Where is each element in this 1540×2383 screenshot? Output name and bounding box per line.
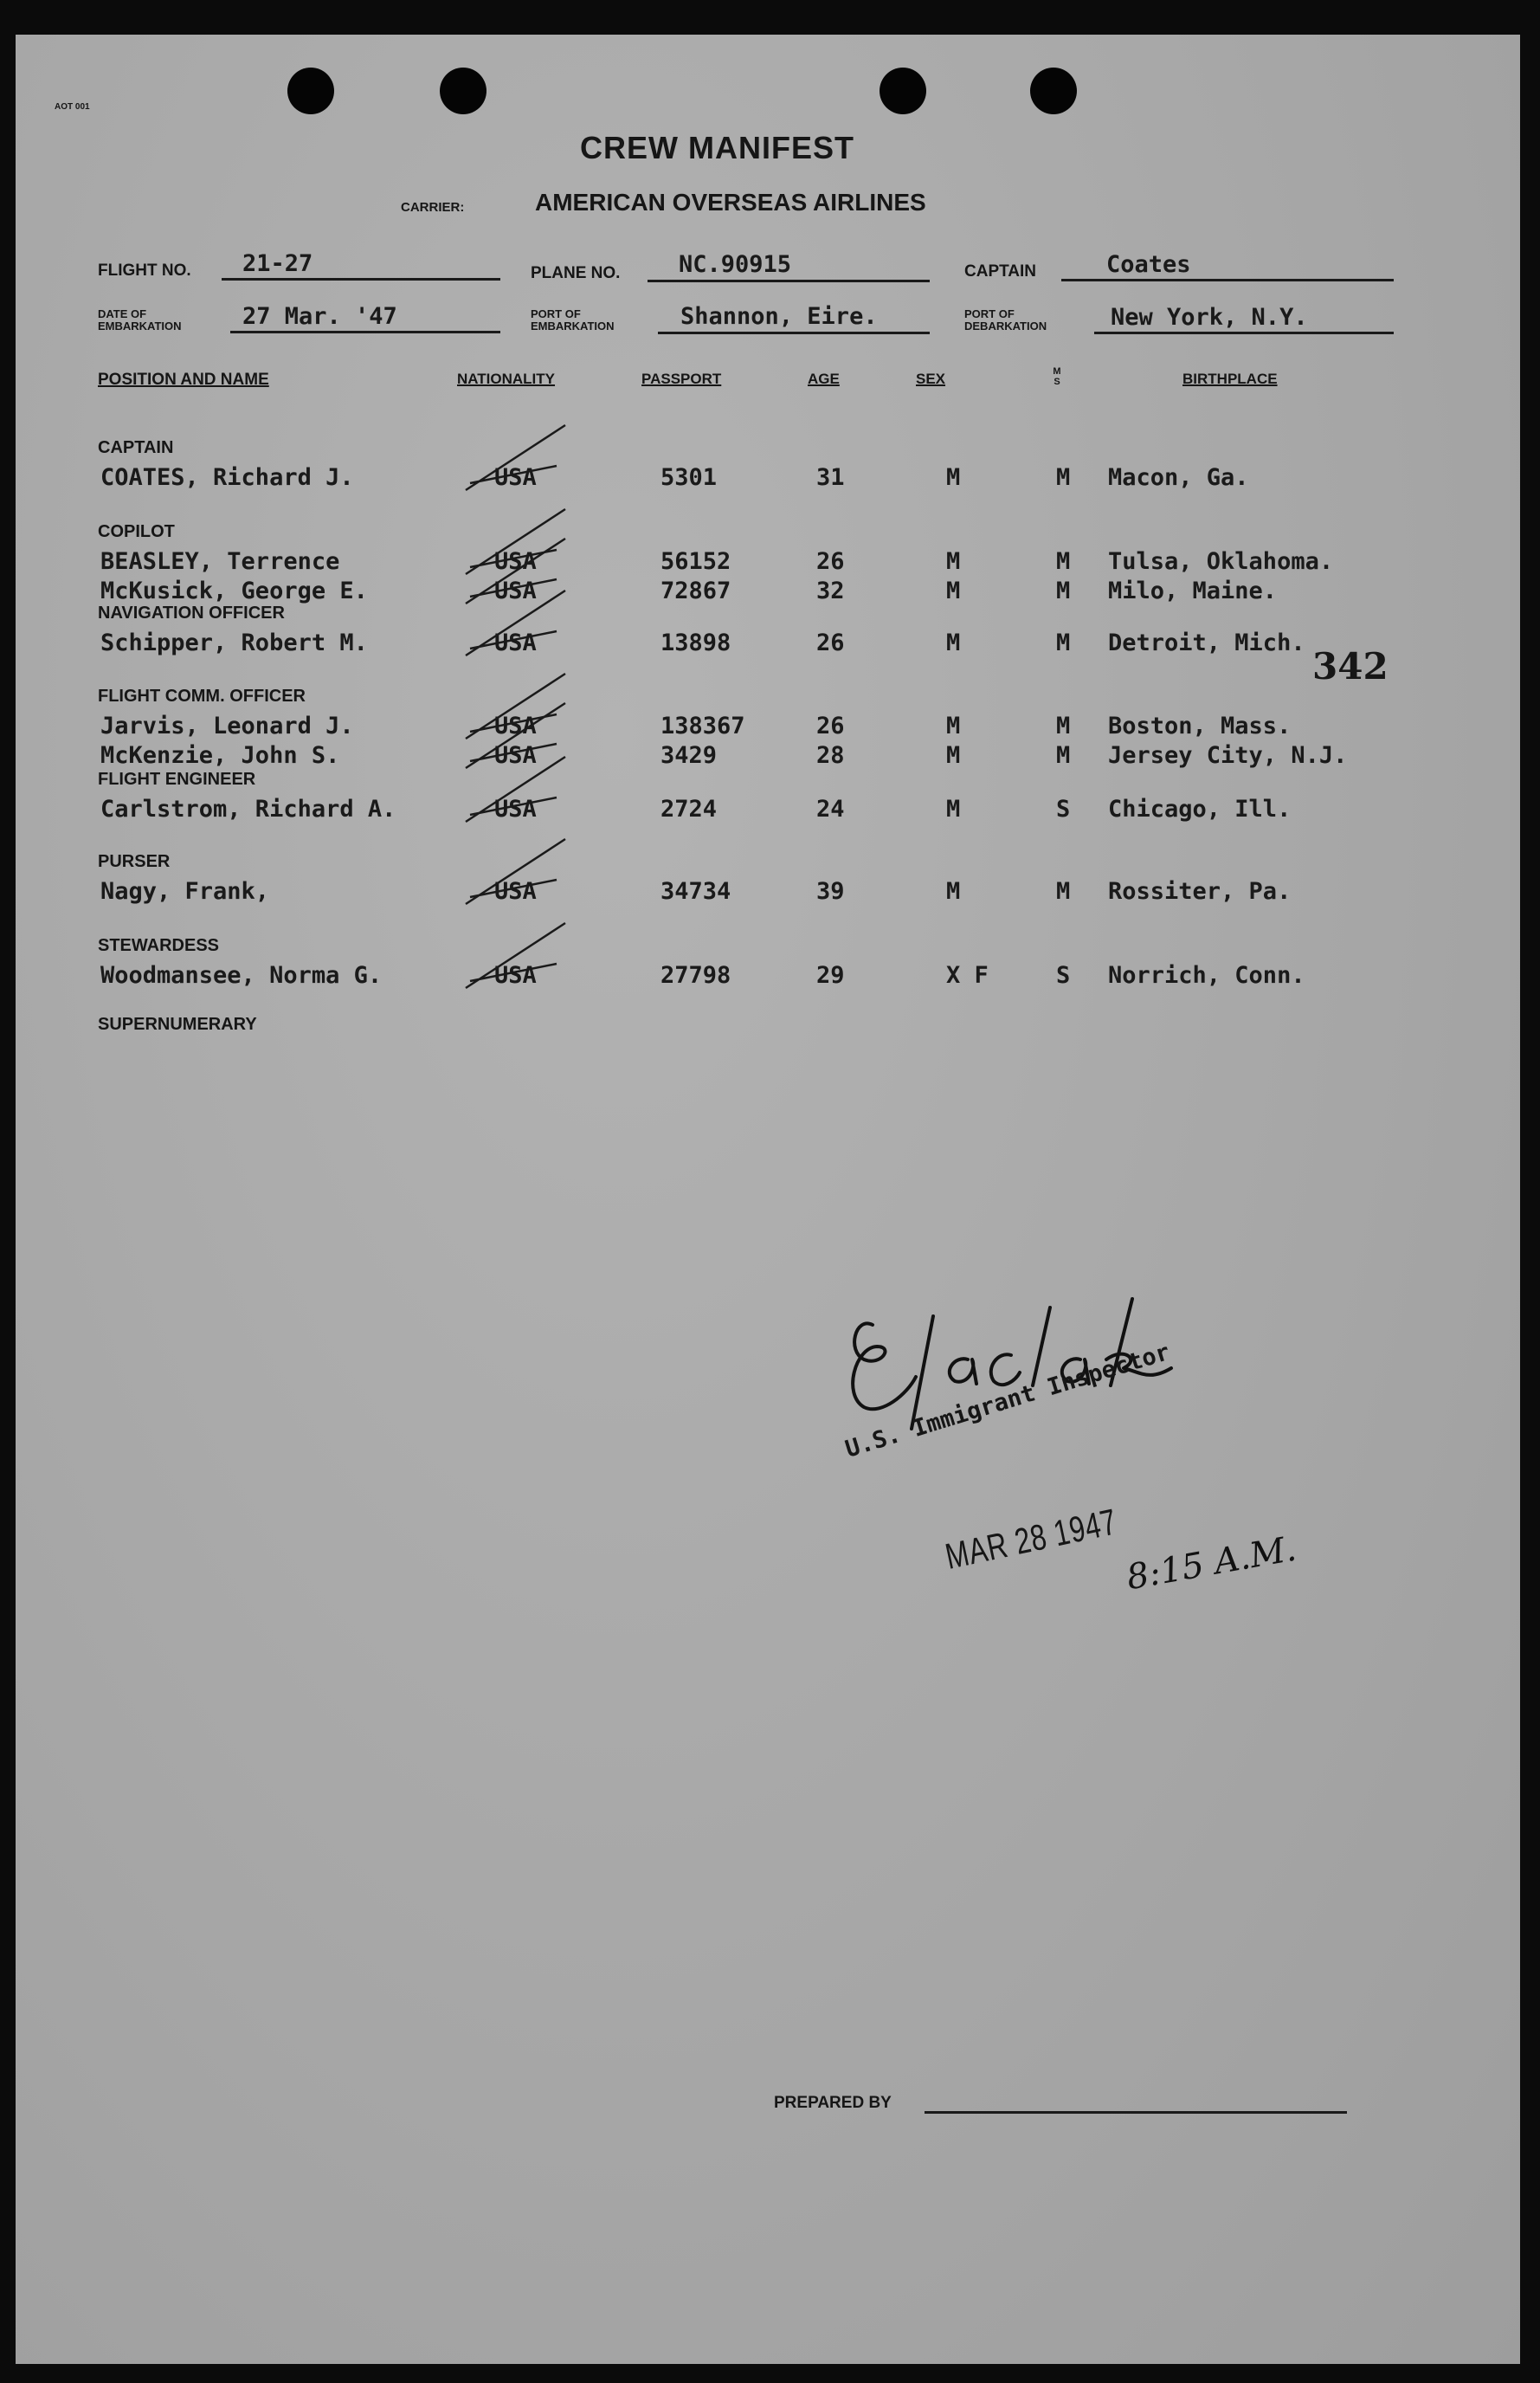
date-line — [230, 331, 500, 333]
col-nationality: NATIONALITY — [457, 371, 556, 387]
carrier-label: CARRIER: — [401, 200, 465, 215]
crew-name: Nagy, Frank, — [100, 878, 270, 905]
nationality-check-mark — [461, 586, 574, 664]
stamp-inspector: U.S. Immigrant Inspector — [842, 1338, 1174, 1463]
port-deb-label-line2: DEBARKATION — [964, 320, 1047, 333]
crew-sex: M — [946, 630, 961, 656]
crew-passport: 34734 — [660, 878, 731, 905]
port-emb-label-line1: PORT OF — [531, 307, 581, 320]
crew-passport: 72867 — [660, 578, 731, 604]
stamp-date: MAR 28 1947 — [942, 1501, 1121, 1577]
port-deb-label — [964, 308, 1047, 333]
page-title: CREW MANIFEST — [580, 130, 854, 165]
port-deb-label-line1: PORT OF — [964, 307, 1015, 320]
date-label-line2: EMBARKATION — [98, 320, 182, 333]
col-marital: M S — [1053, 366, 1061, 387]
crew-age: 24 — [816, 796, 845, 823]
crew-marital: S — [1056, 796, 1071, 823]
nationality-check-mark — [461, 421, 574, 499]
crew-marital: M — [1056, 630, 1071, 656]
crew-name: Schipper, Robert M. — [100, 630, 368, 656]
crew-nationality: USA — [494, 578, 537, 604]
plane-no-label: PLANE NO. — [531, 264, 621, 282]
crew-age: 39 — [816, 878, 845, 905]
crew-age: 31 — [816, 464, 845, 491]
crew-birthplace: Tulsa, Oklahoma. — [1108, 548, 1334, 575]
plane-no-line — [648, 280, 930, 282]
port-emb-label — [531, 308, 615, 333]
crew-sex: M — [946, 713, 961, 739]
nationality-check-mark — [461, 752, 574, 830]
crew-birthplace: Chicago, Ill. — [1108, 796, 1292, 823]
col-birthplace: BIRTHPLACE — [1182, 371, 1278, 387]
punch-hole — [1030, 68, 1077, 114]
date-label-line1: DATE OF — [98, 307, 147, 320]
crew-age: 26 — [816, 630, 845, 656]
flight-no-line — [222, 278, 500, 281]
nationality-check-mark — [461, 835, 574, 913]
crew-name: McKusick, George E. — [100, 578, 368, 604]
section-label: COPILOT — [98, 522, 175, 541]
crew-sex: M — [946, 578, 961, 604]
crew-passport: 27798 — [660, 962, 731, 989]
crew-marital: M — [1056, 548, 1071, 575]
crew-marital: M — [1056, 464, 1071, 491]
prepared-by-label: PREPARED BY — [774, 2094, 892, 2112]
crew-marital: M — [1056, 878, 1071, 905]
col-age: AGE — [808, 371, 840, 387]
section-label: SUPERNUMERARY — [98, 1015, 257, 1034]
crew-marital: M — [1056, 578, 1071, 604]
crew-passport: 5301 — [660, 464, 718, 491]
port-emb-label-line2: EMBARKATION — [531, 320, 615, 333]
captain-line — [1061, 279, 1394, 281]
page-number: 342 — [1312, 645, 1389, 688]
crew-nationality: USA — [494, 796, 537, 823]
form-code: AOT 001 — [55, 102, 90, 112]
carrier-name: AMERICAN OVERSEAS AIRLINES — [535, 189, 926, 216]
section-label: FLIGHT COMM. OFFICER — [98, 687, 306, 706]
crew-sex: M — [946, 796, 961, 823]
section-label: CAPTAIN — [98, 438, 174, 457]
crew-sex: M — [946, 878, 961, 905]
punch-hole — [880, 68, 926, 114]
crew-birthplace: Boston, Mass. — [1108, 713, 1292, 739]
crew-sex: M — [946, 464, 961, 491]
crew-birthplace: Milo, Maine. — [1108, 578, 1278, 604]
crew-age: 26 — [816, 713, 845, 739]
manifest-sheet — [16, 35, 1520, 2364]
crew-sex: M — [946, 548, 961, 575]
plane-no-value: NC.90915 — [679, 251, 792, 278]
nationality-check-mark — [461, 919, 574, 997]
crew-nationality: USA — [494, 878, 537, 905]
col-passport: PASSPORT — [641, 371, 722, 387]
crew-birthplace: Jersey City, N.J. — [1108, 742, 1348, 769]
crew-sex: X F — [946, 962, 989, 989]
crew-marital: M — [1056, 713, 1071, 739]
punch-hole — [440, 68, 486, 114]
flight-no-label: FLIGHT NO. — [98, 262, 191, 280]
captain-value: Coates — [1106, 251, 1191, 278]
captain-label: CAPTAIN — [964, 262, 1037, 281]
crew-name: McKenzie, John S. — [100, 742, 340, 769]
punch-hole — [287, 68, 334, 114]
crew-birthplace: Norrich, Conn. — [1108, 962, 1305, 989]
crew-nationality: USA — [494, 464, 537, 491]
section-label: PURSER — [98, 852, 171, 871]
crew-nationality: USA — [494, 713, 537, 739]
date-label — [98, 308, 182, 333]
crew-nationality: USA — [494, 962, 537, 989]
col-position: POSITION AND NAME — [98, 371, 269, 389]
crew-marital: S — [1056, 962, 1071, 989]
crew-name: COATES, Richard J. — [100, 464, 354, 491]
crew-marital: M — [1056, 742, 1071, 769]
crew-sex: M — [946, 742, 961, 769]
prepared-by-line — [925, 2111, 1347, 2114]
col-sex: SEX — [916, 371, 946, 387]
section-label: STEWARDESS — [98, 936, 220, 955]
crew-nationality: USA — [494, 630, 537, 656]
port-deb-value: New York, N.Y. — [1111, 304, 1308, 331]
crew-passport: 13898 — [660, 630, 731, 656]
port-emb-value: Shannon, Eire. — [680, 303, 878, 330]
crew-birthplace: Macon, Ga. — [1108, 464, 1249, 491]
crew-birthplace: Rossiter, Pa. — [1108, 878, 1292, 905]
flight-no-value: 21-27 — [242, 250, 313, 277]
crew-passport: 56152 — [660, 548, 731, 575]
crew-name: BEASLEY, Terrence — [100, 548, 340, 575]
port-deb-line — [1094, 332, 1394, 334]
port-emb-line — [658, 332, 930, 334]
crew-age: 32 — [816, 578, 845, 604]
crew-name: Carlstrom, Richard A. — [100, 796, 396, 823]
crew-age: 26 — [816, 548, 845, 575]
crew-nationality: USA — [494, 742, 537, 769]
crew-birthplace: Detroit, Mich. — [1108, 630, 1305, 656]
date-value: 27 Mar. '47 — [242, 303, 397, 330]
crew-nationality: USA — [494, 548, 537, 575]
crew-name: Woodmansee, Norma G. — [100, 962, 383, 989]
section-label: NAVIGATION OFFICER — [98, 604, 285, 623]
stamp-time: 8:15 A.M. — [1124, 1528, 1299, 1598]
crew-passport: 138367 — [660, 713, 745, 739]
crew-name: Jarvis, Leonard J. — [100, 713, 354, 739]
crew-passport: 3429 — [660, 742, 718, 769]
crew-passport: 2724 — [660, 796, 718, 823]
crew-age: 28 — [816, 742, 845, 769]
crew-age: 29 — [816, 962, 845, 989]
section-label: FLIGHT ENGINEER — [98, 770, 256, 789]
